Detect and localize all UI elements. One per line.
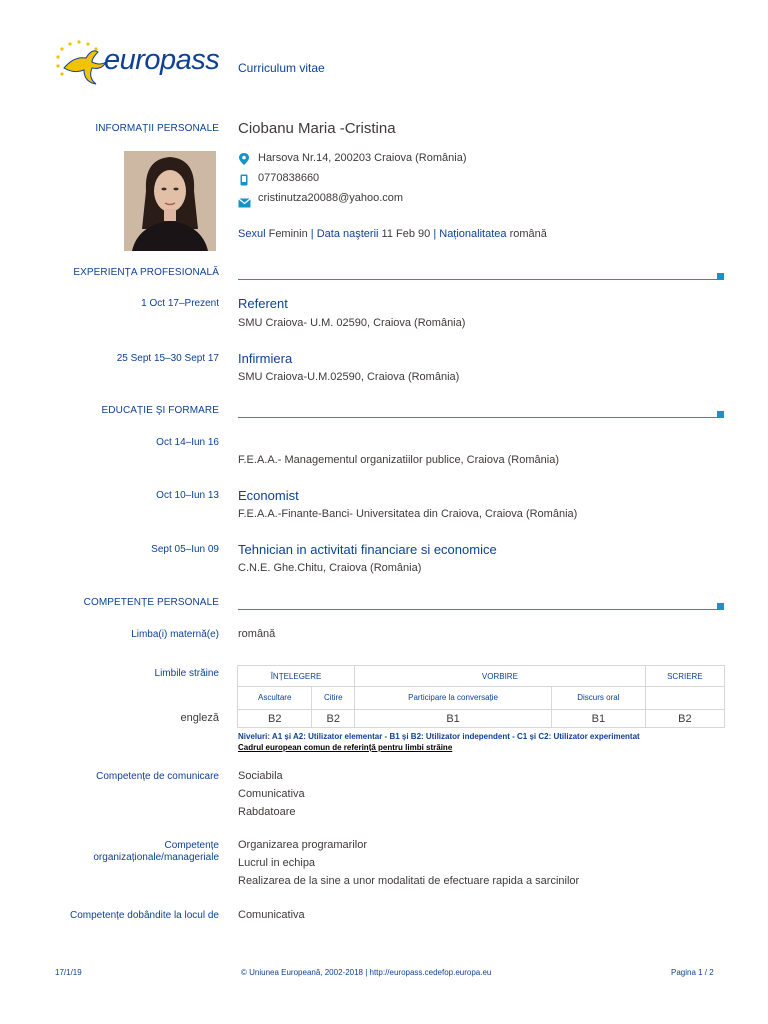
footer-page-number: Pagina 1 / 2 [671,968,714,977]
exp-date: 1 Oct 17–Prezent [141,298,219,309]
reading-header: Citire [312,687,355,710]
logo-text: europass [104,44,220,76]
section-skills: COMPETENȚE PERSONALE [83,597,219,608]
nationality-label: Naționalitatea [439,228,507,240]
level-cell: B2 [312,710,355,728]
address: Harsova Nr.14, 200203 Craiova (România) [258,152,467,164]
sex-label: Sexul [238,228,266,240]
personal-details [238,228,547,240]
email[interactable]: cristinutza20088@yahoo.com [258,192,404,204]
edu-org: F.E.A.A.- Managementul organizatiilor publice, Craiova (România) [238,454,559,466]
section-rule-marker [717,603,724,610]
level-cell: B1 [552,710,646,728]
edu-date: Sept 05–Iun 09 [151,544,219,555]
levels-note: Niveluri: A1 și A2: Utilizator elementar - B1 și B2: Utilizator independent - C1 și C2: Utilizator experimentat [238,732,640,741]
separator: | [310,228,314,240]
section-rule-marker [717,273,724,280]
mother-tongue-value: română [238,628,276,640]
phone[interactable]: 0770838660 [258,172,320,184]
europass-logo [52,38,222,88]
section-education: EDUCAȚIE ŞI FORMARE [101,405,219,416]
dob-value: 11 Feb 90 [381,228,431,240]
language-table [237,665,725,728]
mother-tongue-label: Limba(i) maternă(e) [131,629,219,640]
footer-date: 17/1/19 [55,968,82,977]
profile-photo [124,151,216,251]
writing-header: SCRIERE [645,666,724,687]
edu-org: F.E.A.A.-Finante-Banci- Universitatea din Craiova, Craiova (România) [238,508,578,520]
section-personal: INFORMAȚII PERSONALE [95,123,219,134]
section-rule [238,609,718,610]
edu-title: Tehnician in activitati financiare si economice [238,542,497,557]
communication-item: Sociabila [238,770,283,782]
exp-title: Infirmiera [238,351,293,366]
exp-org: SMU Craiova- U.M. 02590, Craiova (România) [238,317,466,329]
exp-org: SMU Craiova-U.M.02590, Craiova (România) [238,371,460,383]
footer-copyright[interactable]: © Uniunea Europeană, 2002-2018 | http://europass.cedefop.europa.eu [241,968,492,977]
full-name: Ciobanu Maria -Cristina [238,120,396,137]
section-rule [238,417,718,418]
organisational-item: Lucrul in echipa [238,857,316,869]
exp-title: Referent [238,296,288,311]
edu-org: C.N.E. Ghe.Chitu, Craiova (România) [238,562,422,574]
phone-icon [238,173,250,185]
nationality-value: română [509,228,547,240]
understanding-header: ÎNȚELEGERE [238,666,355,687]
exp-date: 25 Sept 15–30 Sept 17 [116,353,219,364]
dob-label: Data naşterii [316,228,379,240]
level-cell: B2 [238,710,312,728]
organisational-item: Realizarea de la sine a unor modalitati de efectuare rapida a sarcinilor [238,875,580,887]
interaction-header: Participare la conversație [355,687,552,710]
edu-title: Economist [238,488,299,503]
organisational-label-line1: Competențe [164,840,219,851]
job-skills-item: Comunicativa [238,909,305,921]
communication-item: Comunicativa [238,788,305,800]
framework-link[interactable]: Cadrul european comun de referință pentru limbi străine [238,743,453,752]
communication-label: Competențe de comunicare [96,771,219,782]
section-rule-marker [717,411,724,418]
level-cell: B1 [355,710,552,728]
listening-header: Ascultare [238,687,312,710]
language-name: engleză [180,712,219,724]
organisational-label-line2: organizaționale/manageriale [93,852,219,863]
job-skills-label: Competențe dobândite la locul de [70,910,219,921]
level-cell: B2 [645,710,724,728]
edu-date: Oct 14–Iun 16 [156,437,219,448]
edu-date: Oct 10–Iun 13 [156,490,219,501]
doc-type: Curriculum vitae [238,61,325,75]
production-header: Discurs oral [552,687,646,710]
email-icon [238,195,250,207]
sex-value: Feminin [268,228,308,240]
communication-item: Rabdatoare [238,806,296,818]
speaking-header: VORBIRE [355,666,646,687]
location-icon [238,152,250,164]
section-experience: EXPERIENȚA PROFESIONALĂ [73,267,219,278]
writing-subheader [645,687,724,710]
separator: | [433,228,437,240]
section-rule [238,279,718,280]
person-photo-icon [124,151,216,251]
foreign-languages-label: Limbile străine [154,668,219,679]
organisational-item: Organizarea programarilor [238,839,367,851]
